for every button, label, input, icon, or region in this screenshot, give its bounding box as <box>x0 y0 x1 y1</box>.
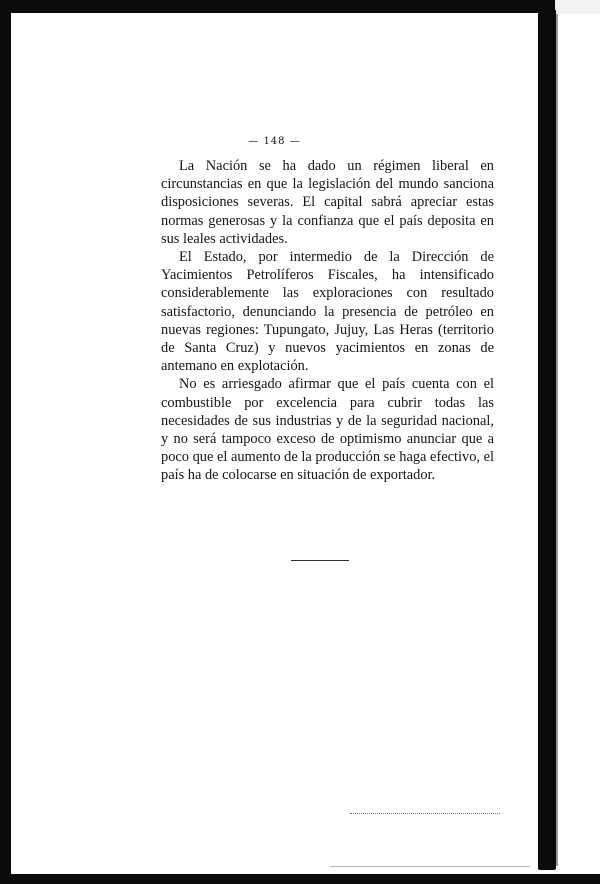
scan-edge-left <box>0 0 11 884</box>
paragraph-2: El Estado, por intermedio de la Dirección de Yacimientos Petrolíferos Fiscales, ha intensificado considerablemente las exploraciones con resultado satisfactorio, denunciando la presencia de petróleo en nuevas regiones: Tupungato, Jujuy, Las Heras (territorio de Santa Cruz) y nuevos yacimientos en zonas de antemano en explotación. <box>161 249 494 375</box>
scan-specks <box>350 813 500 817</box>
scan-edge-top-right <box>555 0 600 14</box>
scan-edge-right <box>538 10 556 870</box>
body-text <box>161 157 494 485</box>
paragraph-3: No es arriesgado afirmar que el país cuenta con el combustible por excelencia para cubrir todas las necesidades de sus industrias y de la seguridad nacional, y no será tampoco exceso de optimismo anunciar que a poco que el aumento de la producción se haga efectivo, el país ha de colocarse en situación de exportador. <box>161 376 494 484</box>
scan-edge-top <box>0 0 560 13</box>
page-number: — 148 — <box>248 136 301 147</box>
book-page <box>11 13 538 874</box>
end-rule <box>291 560 349 561</box>
paragraph-1: La Nación se ha dado un régimen liberal en circunstancias en que la legislación del mundo sanciona disposiciones severas. El capital sabrá apreciar estas normas generosas y la confianza que el país deposita en sus leales actividades. <box>161 158 494 247</box>
scan-edge-right-shadow <box>556 14 558 866</box>
scan-specks-bottom <box>330 866 530 867</box>
scan-edge-bottom <box>0 874 600 884</box>
